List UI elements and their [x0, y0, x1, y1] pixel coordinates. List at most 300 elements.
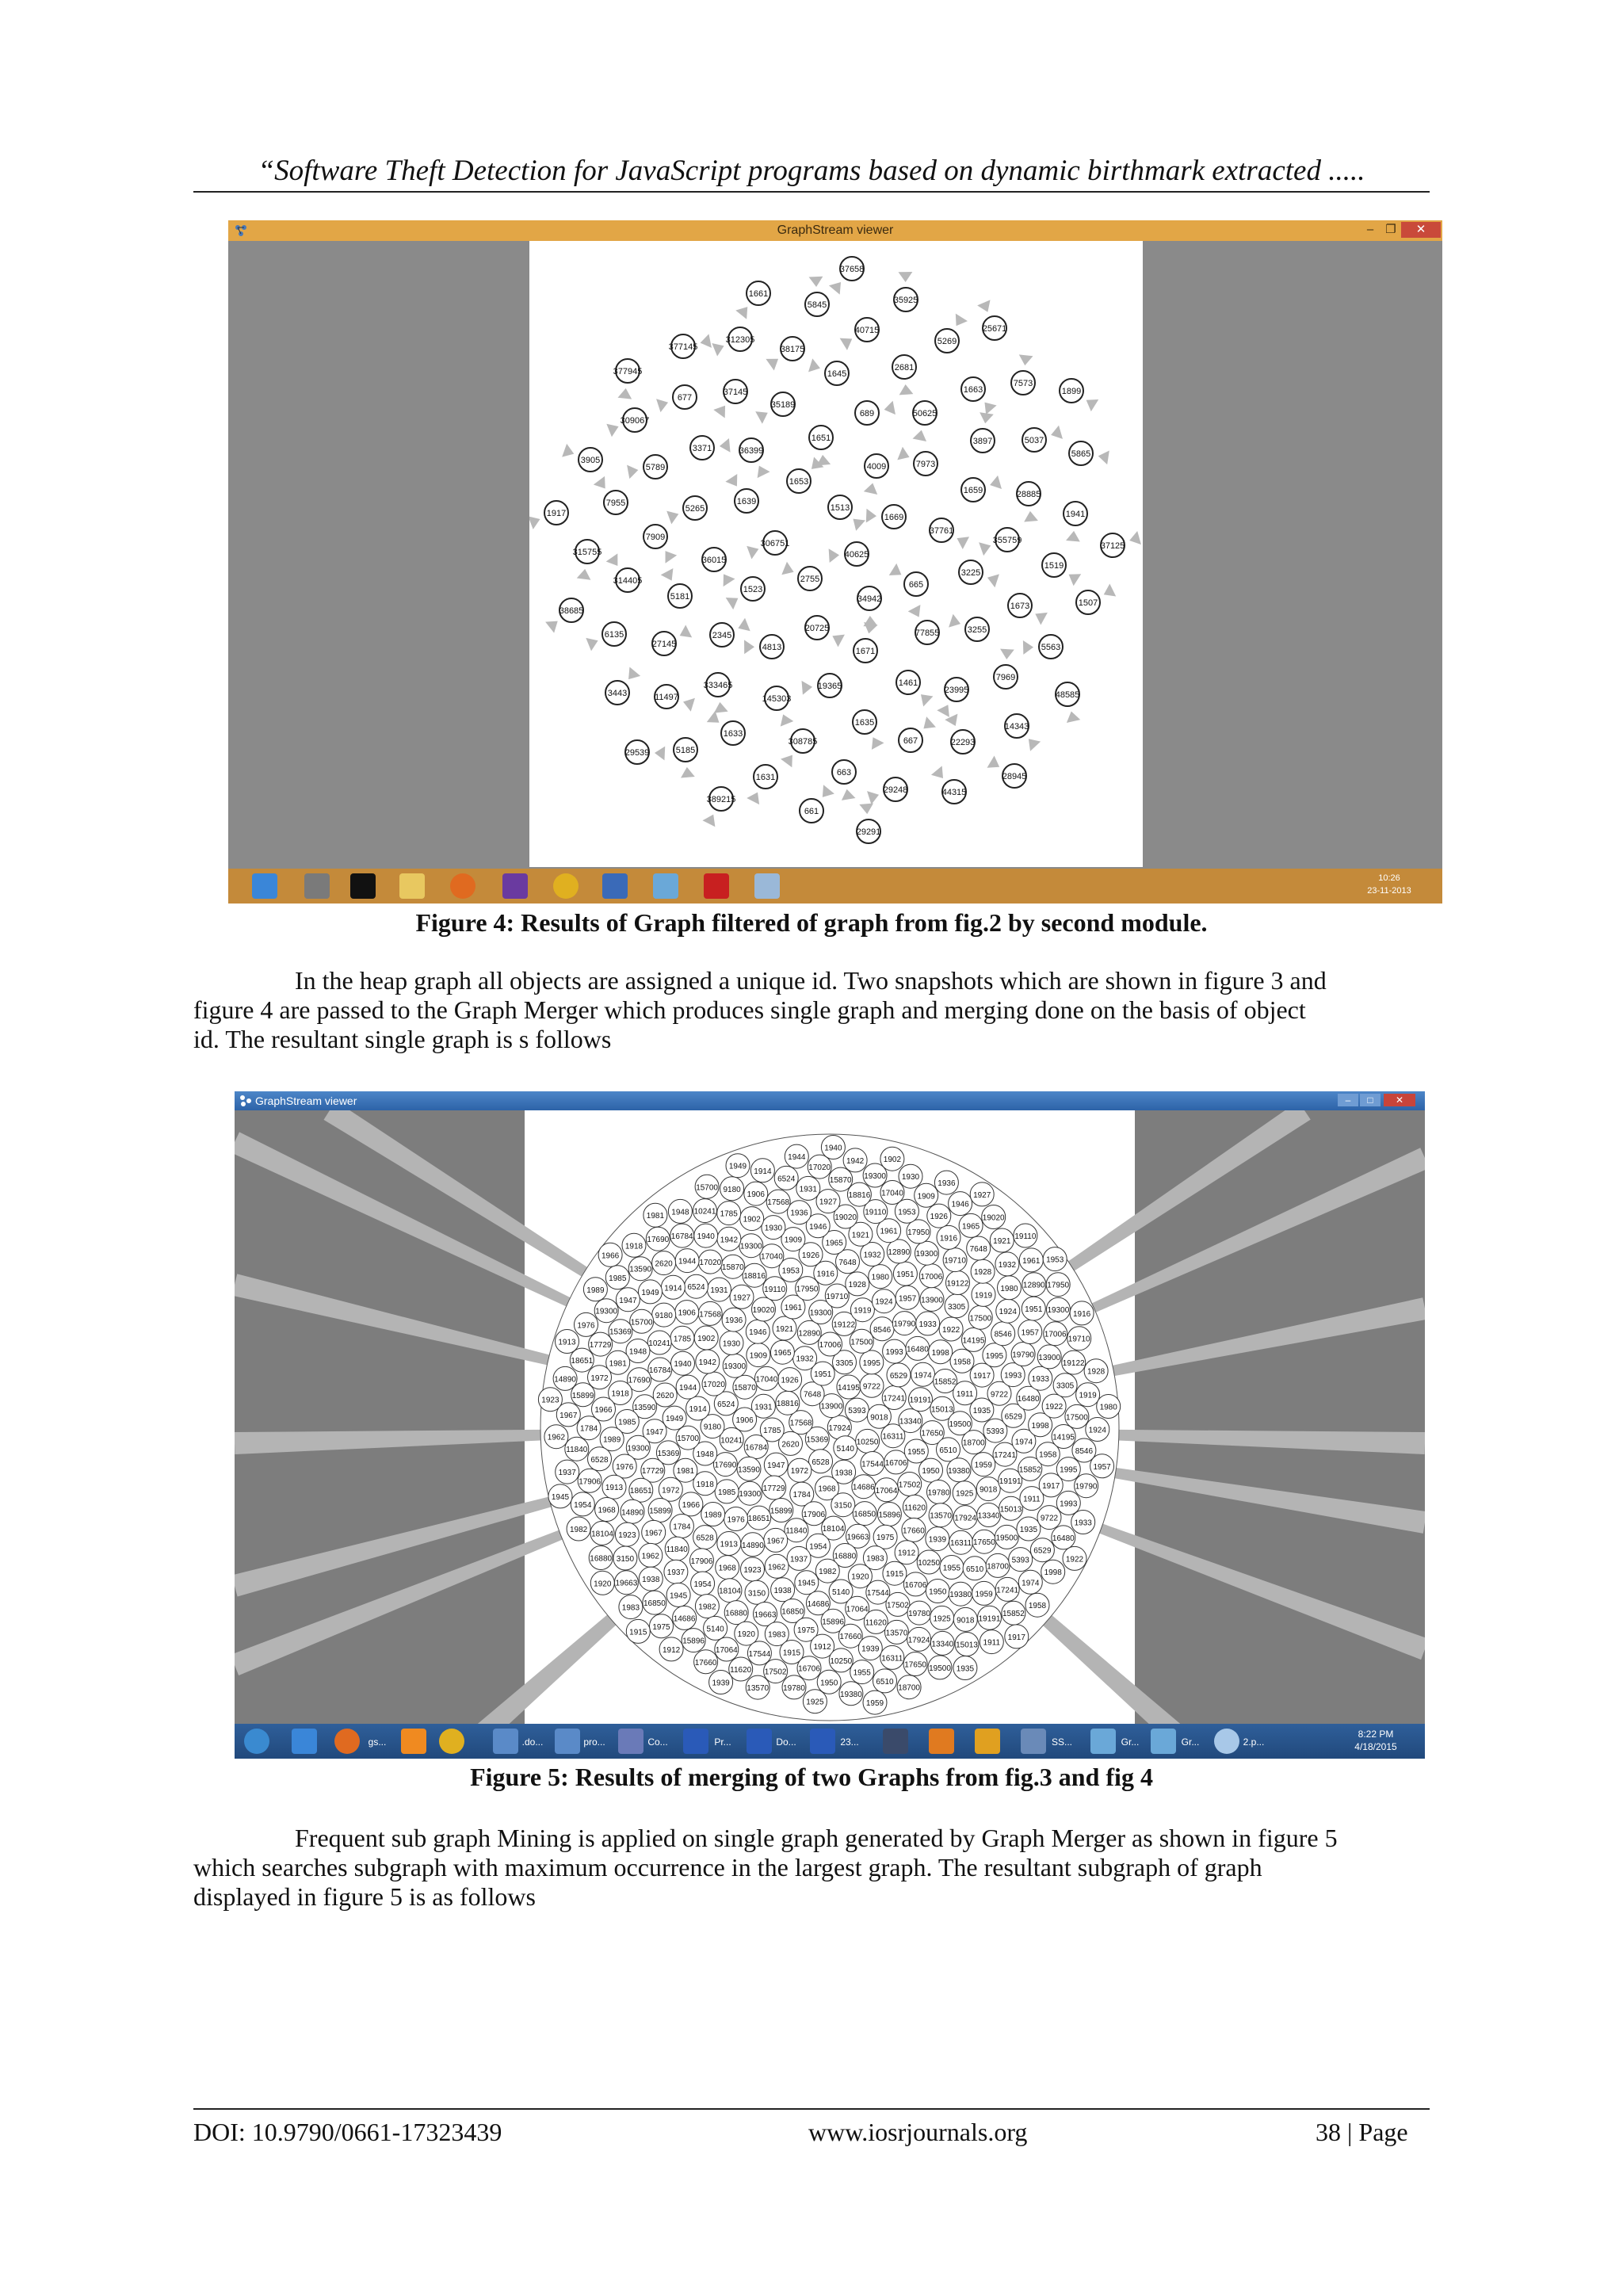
graph-node[interactable]: [834, 1436, 857, 1460]
graph-node[interactable]: [675, 1249, 699, 1273]
graphstream-taskbar-icon[interactable]: [754, 873, 780, 899]
graph-node[interactable]: [802, 1502, 826, 1526]
graph-node[interactable]: [628, 1257, 652, 1281]
graph-node[interactable]: [867, 1404, 891, 1428]
graph-node[interactable]: [939, 1317, 963, 1341]
visual-studio-icon[interactable]: [502, 873, 528, 899]
apps-icon[interactable]: [975, 1729, 1000, 1754]
graph-node[interactable]: [605, 667, 640, 705]
graph-node[interactable]: [853, 1502, 876, 1526]
graph-node[interactable]: [571, 1492, 594, 1516]
graph-node[interactable]: [1090, 1454, 1114, 1478]
graph-node[interactable]: [589, 1546, 613, 1570]
graph-node[interactable]: [953, 1481, 976, 1505]
graph-node[interactable]: [776, 1391, 800, 1415]
graph-node[interactable]: [696, 1350, 720, 1373]
graph-node[interactable]: [1069, 441, 1109, 465]
folder-icon[interactable]: [399, 873, 425, 899]
graph-node[interactable]: [949, 1582, 972, 1606]
restore-button[interactable]: ❐: [1385, 223, 1396, 236]
graph-node[interactable]: [809, 426, 833, 466]
graph-node[interactable]: [1071, 1511, 1095, 1534]
graph-node[interactable]: [588, 1366, 612, 1389]
graph-node[interactable]: [861, 1452, 884, 1476]
graph-node[interactable]: [626, 1619, 650, 1643]
graph-node[interactable]: [762, 686, 794, 727]
graph-node[interactable]: [962, 1431, 986, 1454]
graph-node[interactable]: [877, 1503, 901, 1526]
graph-node[interactable]: [717, 1227, 741, 1251]
graph-node[interactable]: [693, 1199, 717, 1223]
graph-node[interactable]: [873, 1289, 896, 1313]
graph-node[interactable]: [943, 1248, 967, 1272]
graph-node[interactable]: [616, 1288, 640, 1312]
graph-node[interactable]: [704, 673, 733, 713]
graph-node[interactable]: [858, 1637, 882, 1660]
graph-node[interactable]: [980, 1630, 1003, 1654]
graph-node[interactable]: [740, 1207, 764, 1231]
graph-node[interactable]: [590, 1521, 614, 1545]
graph-node[interactable]: [743, 1263, 766, 1287]
graph-node[interactable]: [809, 1450, 833, 1473]
graph-node[interactable]: [1063, 1546, 1086, 1570]
graph-node[interactable]: [880, 1147, 904, 1171]
graph-node[interactable]: [1037, 1506, 1061, 1530]
graph-node[interactable]: [995, 1525, 1018, 1549]
close-button[interactable]: ✕: [1401, 222, 1441, 238]
graph-node[interactable]: [959, 1213, 983, 1237]
graph-node[interactable]: [843, 1148, 867, 1172]
chrome-icon[interactable]: [439, 1729, 464, 1754]
vlc-icon[interactable]: [401, 1729, 426, 1754]
graph-node[interactable]: [577, 1416, 601, 1440]
graph-node[interactable]: [894, 272, 918, 311]
graph-node[interactable]: [698, 1301, 722, 1325]
graph-node[interactable]: [930, 1606, 954, 1629]
word-icon[interactable]: [683, 1729, 708, 1754]
graph-node[interactable]: [977, 1503, 1001, 1527]
terminal-icon[interactable]: [350, 873, 376, 899]
graph-node[interactable]: [726, 1154, 750, 1178]
graph-node[interactable]: [781, 729, 817, 767]
graph-node[interactable]: [919, 1264, 943, 1288]
graph-node[interactable]: [778, 1368, 802, 1392]
graph-node[interactable]: [920, 1287, 944, 1311]
graph-node[interactable]: [1067, 1327, 1091, 1350]
graph-node[interactable]: [666, 496, 707, 524]
search-icon[interactable]: [555, 1729, 580, 1754]
graph-node[interactable]: [619, 1595, 643, 1619]
graph-node[interactable]: [1043, 1247, 1067, 1271]
graph-node[interactable]: [853, 710, 884, 750]
graph-node[interactable]: [930, 1631, 954, 1655]
graph-node[interactable]: [590, 1571, 614, 1595]
graph-node[interactable]: [1052, 1526, 1075, 1549]
graph-node[interactable]: [755, 392, 795, 424]
graph-node[interactable]: [931, 766, 966, 804]
graph-node[interactable]: [959, 560, 999, 587]
graph-node[interactable]: [837, 1375, 861, 1399]
graph-node[interactable]: [829, 1167, 853, 1191]
graphstream-taskbar-icon[interactable]: [1090, 1729, 1116, 1754]
graph-node[interactable]: [764, 1453, 788, 1477]
graph-node[interactable]: [805, 277, 829, 316]
graph-node[interactable]: [787, 457, 823, 493]
graph-node[interactable]: [538, 1388, 562, 1412]
graph-node[interactable]: [1060, 379, 1098, 411]
graph-node[interactable]: [1042, 553, 1081, 586]
graph-node[interactable]: [639, 1280, 663, 1304]
graph-node[interactable]: [647, 1331, 671, 1354]
graph-node[interactable]: [916, 1312, 940, 1335]
graph-node[interactable]: [770, 1340, 794, 1364]
graph-node[interactable]: [661, 1275, 685, 1299]
media-player-icon[interactable]: [929, 1729, 954, 1754]
graph-node[interactable]: [883, 1339, 907, 1363]
maximize-button[interactable]: □: [1360, 1094, 1381, 1106]
graph-node[interactable]: [919, 1458, 943, 1482]
graph-node[interactable]: [694, 1224, 718, 1247]
graph-node[interactable]: [670, 1224, 694, 1247]
taskbar-item-label[interactable]: pro...: [583, 1736, 605, 1748]
graph-node[interactable]: [723, 1354, 747, 1377]
graph-node[interactable]: [594, 1299, 618, 1323]
graph-node[interactable]: [800, 785, 834, 823]
graph-node[interactable]: [962, 1328, 986, 1351]
graph-node[interactable]: [773, 1316, 796, 1340]
graph-node[interactable]: [846, 1272, 869, 1296]
graph-node[interactable]: [970, 1182, 994, 1206]
control-panel-icon[interactable]: [618, 1729, 643, 1754]
graph-node[interactable]: [646, 1227, 670, 1251]
graph-node[interactable]: [885, 1620, 909, 1644]
graph-node[interactable]: [887, 1363, 911, 1387]
graph-node[interactable]: [1001, 1363, 1025, 1387]
graph-node[interactable]: [854, 622, 878, 663]
graph-node[interactable]: [747, 1506, 771, 1530]
graph-node[interactable]: [725, 474, 758, 513]
graph-node[interactable]: [588, 1447, 612, 1471]
graph-node[interactable]: [887, 1240, 911, 1263]
graph-node[interactable]: [766, 337, 804, 370]
graph-node[interactable]: [744, 1435, 768, 1459]
graph-node[interactable]: [1030, 1538, 1054, 1562]
graph-node[interactable]: [977, 300, 1006, 340]
graph-node[interactable]: [1022, 1297, 1045, 1320]
graph-node[interactable]: [648, 1358, 672, 1381]
graph-node[interactable]: [744, 635, 784, 659]
graph-node[interactable]: [808, 358, 849, 385]
graph-node[interactable]: [733, 1375, 757, 1399]
graph-node[interactable]: [737, 1457, 761, 1480]
graph-node[interactable]: [796, 1176, 820, 1200]
graph-node[interactable]: [986, 1553, 1010, 1577]
graph-node[interactable]: [720, 1331, 743, 1354]
graph-node[interactable]: [1056, 1491, 1080, 1515]
graph-node[interactable]: [1052, 1425, 1075, 1449]
graph-node[interactable]: [670, 1515, 693, 1538]
graph-node[interactable]: [1044, 1322, 1067, 1346]
graph-node[interactable]: [911, 1362, 935, 1386]
graph-node[interactable]: [899, 1409, 922, 1433]
graph-node[interactable]: [764, 1660, 788, 1683]
graph-node[interactable]: [860, 1350, 884, 1374]
graph-node[interactable]: [1023, 635, 1063, 659]
minimize-button[interactable]: –: [1366, 223, 1374, 236]
graph-node[interactable]: [781, 562, 822, 590]
graphstream-taskbar-icon[interactable]: [1151, 1729, 1176, 1754]
graph-node[interactable]: [661, 568, 692, 608]
graph-node[interactable]: [927, 1480, 951, 1504]
graph-node[interactable]: [720, 1177, 744, 1201]
graph-node[interactable]: [666, 1583, 690, 1606]
graph-node[interactable]: [949, 1192, 972, 1216]
graph-node[interactable]: [788, 1458, 812, 1482]
graph-node[interactable]: [676, 1375, 700, 1399]
graph-node[interactable]: [787, 1546, 811, 1570]
graph-node[interactable]: [882, 1386, 906, 1410]
graph-node[interactable]: [744, 1182, 768, 1205]
graph-node[interactable]: [694, 1650, 718, 1674]
graph-node[interactable]: [613, 1454, 636, 1478]
graph-node[interactable]: [762, 1476, 786, 1499]
graph-node[interactable]: [856, 1429, 880, 1453]
graph-node[interactable]: [682, 1629, 705, 1652]
graph-node[interactable]: [797, 1320, 821, 1344]
graph-node[interactable]: [934, 1171, 958, 1194]
graph-node[interactable]: [556, 1330, 579, 1354]
graph-node[interactable]: [1002, 1601, 1025, 1625]
graph-node[interactable]: [782, 1675, 806, 1699]
graph-node[interactable]: [594, 476, 628, 514]
graph-node[interactable]: [713, 380, 747, 418]
graph-node[interactable]: [686, 1396, 710, 1420]
graph-node[interactable]: [679, 1492, 703, 1516]
graph-node[interactable]: [945, 714, 975, 754]
graph-node[interactable]: [996, 1299, 1020, 1323]
graph-node[interactable]: [1014, 1224, 1037, 1247]
graph-node[interactable]: [1022, 426, 1063, 452]
graph-node[interactable]: [606, 553, 643, 592]
graph-node[interactable]: [898, 1473, 922, 1496]
graph-node[interactable]: [1097, 1395, 1121, 1419]
ie-icon[interactable]: [252, 873, 277, 899]
graph-node[interactable]: [884, 1450, 908, 1474]
graph-node[interactable]: [571, 1383, 595, 1407]
graph-node[interactable]: [1041, 1560, 1065, 1584]
graph-node[interactable]: [829, 1648, 853, 1672]
graph-node[interactable]: [722, 1308, 746, 1331]
graph-node[interactable]: [733, 1408, 757, 1431]
graph-node[interactable]: [704, 1616, 727, 1640]
graph-node[interactable]: [707, 711, 745, 745]
graph-node[interactable]: [669, 334, 712, 358]
graph-node[interactable]: [949, 1530, 973, 1554]
graph-node[interactable]: [904, 1439, 928, 1463]
graph-node[interactable]: [1084, 1359, 1108, 1383]
graph-node[interactable]: [873, 1669, 897, 1693]
graph-node[interactable]: [741, 1533, 765, 1557]
graph-node[interactable]: [690, 436, 731, 460]
graph-node[interactable]: [976, 1477, 1000, 1501]
graph-node[interactable]: [899, 716, 936, 752]
graph-node[interactable]: [754, 1366, 778, 1390]
graph-node[interactable]: [870, 1317, 894, 1341]
graph-node[interactable]: [1029, 1366, 1052, 1390]
graph-node[interactable]: [972, 1530, 996, 1553]
graph-node[interactable]: [648, 1499, 672, 1522]
graph-node[interactable]: [949, 614, 989, 641]
firefox-icon[interactable]: [334, 1729, 360, 1754]
photos-icon[interactable]: [653, 873, 678, 899]
graph-node[interactable]: [750, 1159, 774, 1182]
graph-node[interactable]: [741, 1557, 765, 1581]
graph-node[interactable]: [695, 1175, 719, 1198]
graph-node[interactable]: [650, 1614, 674, 1638]
graph-node[interactable]: [902, 1518, 926, 1541]
graph-node[interactable]: [805, 616, 845, 647]
graph-node[interactable]: [907, 1627, 931, 1651]
graph-node[interactable]: [840, 318, 880, 350]
graph-node[interactable]: [747, 1343, 770, 1367]
graph-node[interactable]: [1018, 1320, 1042, 1344]
pdf-reader-icon[interactable]: [704, 873, 729, 899]
search-icon[interactable]: [493, 1729, 518, 1754]
graph-node[interactable]: [945, 1294, 968, 1318]
graph-node[interactable]: [971, 412, 995, 453]
graph-node[interactable]: [702, 548, 735, 586]
graph-node[interactable]: [675, 1301, 699, 1324]
graph-node[interactable]: [622, 1233, 646, 1257]
graph-node[interactable]: [978, 1606, 1002, 1629]
graph-node[interactable]: [827, 1415, 851, 1439]
graph-node[interactable]: [718, 1579, 742, 1603]
graph-node[interactable]: [889, 563, 928, 596]
graph-node[interactable]: [747, 531, 789, 560]
graph-node[interactable]: [643, 1591, 666, 1614]
graph-node[interactable]: [747, 1641, 771, 1665]
chrome-icon[interactable]: [553, 873, 579, 899]
graph-node[interactable]: [886, 1592, 910, 1616]
graph-node[interactable]: [847, 1182, 871, 1206]
graph-node[interactable]: [639, 1567, 663, 1591]
graph-node[interactable]: [673, 1606, 697, 1629]
graph-node[interactable]: [935, 314, 968, 353]
graph-node[interactable]: [915, 1183, 938, 1207]
graph-node[interactable]: [701, 1503, 725, 1526]
graph-node[interactable]: [852, 1475, 876, 1499]
graph-node[interactable]: [630, 1309, 654, 1333]
graph-node[interactable]: [880, 1181, 904, 1205]
graph-node[interactable]: [735, 281, 770, 319]
word-icon[interactable]: [747, 1729, 772, 1754]
minimize-button[interactable]: –: [1338, 1094, 1358, 1106]
graph-node[interactable]: [529, 501, 568, 529]
taskbar-item-label[interactable]: Gr...: [1121, 1736, 1140, 1748]
graph-node[interactable]: [903, 1495, 926, 1519]
graph-node[interactable]: [897, 1675, 921, 1699]
graph-node[interactable]: [1101, 531, 1141, 557]
graph-node[interactable]: [693, 1472, 717, 1496]
paint-icon[interactable]: [1214, 1729, 1239, 1754]
graph-node[interactable]: [717, 1532, 741, 1556]
graph-node[interactable]: [929, 1340, 953, 1364]
graph-node[interactable]: [690, 1549, 714, 1572]
graph-node[interactable]: [972, 1453, 995, 1477]
graph-node[interactable]: [586, 622, 626, 651]
graph-node[interactable]: [869, 1265, 892, 1289]
graph-node[interactable]: [953, 1506, 977, 1530]
graph-node[interactable]: [972, 1581, 996, 1605]
graph-node[interactable]: [613, 359, 643, 399]
graph-node[interactable]: [668, 1199, 692, 1223]
graph-node[interactable]: [839, 1682, 863, 1706]
graph-node[interactable]: [991, 1322, 1015, 1346]
graph-node[interactable]: [940, 1556, 964, 1580]
graph-node[interactable]: [917, 1550, 941, 1574]
graph-node[interactable]: [653, 1383, 677, 1407]
graph-node[interactable]: [797, 1656, 821, 1680]
start-button-icon[interactable]: [244, 1729, 269, 1754]
graph-node[interactable]: [1037, 1345, 1061, 1369]
graph-node[interactable]: [652, 1303, 676, 1327]
graph-node[interactable]: [863, 1690, 887, 1714]
graph-node[interactable]: [793, 1347, 817, 1370]
graph-node[interactable]: [721, 1255, 745, 1278]
graph-node[interactable]: [907, 1601, 931, 1625]
graph-node[interactable]: [1009, 1548, 1033, 1572]
graph-node[interactable]: [909, 1388, 933, 1412]
graph-node[interactable]: [995, 1252, 1019, 1276]
graph-node[interactable]: [788, 1201, 812, 1224]
graph-node[interactable]: [930, 518, 969, 549]
graph-node[interactable]: [702, 1372, 726, 1396]
graph-node[interactable]: [659, 1637, 683, 1661]
graph-node[interactable]: [1017, 1517, 1041, 1541]
taskbar-item-label[interactable]: .do...: [521, 1736, 544, 1748]
graph-node[interactable]: [808, 1155, 831, 1179]
graph-node[interactable]: [899, 1164, 922, 1188]
graph-node[interactable]: [906, 1336, 930, 1360]
graph-node[interactable]: [860, 1373, 884, 1397]
graph-node[interactable]: [724, 1507, 748, 1531]
graph-node[interactable]: [896, 670, 933, 706]
graph-node[interactable]: [674, 738, 697, 778]
graph-node[interactable]: [821, 1136, 845, 1159]
graph-node[interactable]: [880, 1645, 904, 1669]
graph-node[interactable]: [1017, 482, 1041, 522]
graph-node[interactable]: [990, 1228, 1014, 1252]
graph-node[interactable]: [738, 1481, 762, 1505]
graph-node[interactable]: [1076, 1383, 1100, 1407]
graph-node[interactable]: [615, 1522, 639, 1546]
graph-node[interactable]: [663, 1406, 686, 1430]
graph-node[interactable]: [929, 1503, 953, 1527]
graph-node[interactable]: [866, 505, 906, 529]
graph-node[interactable]: [1005, 714, 1041, 751]
graph-node[interactable]: [544, 1425, 568, 1449]
graph-node[interactable]: [893, 1262, 917, 1286]
graph-node[interactable]: [817, 1670, 841, 1694]
graph-node[interactable]: [639, 1543, 663, 1567]
graph-node[interactable]: [674, 1458, 697, 1482]
graph-node[interactable]: [946, 1271, 970, 1295]
graph-node[interactable]: [850, 1298, 874, 1322]
graph-node[interactable]: [961, 377, 997, 415]
taskbar-item-label[interactable]: 2.p...: [1243, 1736, 1265, 1748]
graph-node[interactable]: [712, 327, 754, 356]
graph-node[interactable]: [545, 598, 583, 633]
